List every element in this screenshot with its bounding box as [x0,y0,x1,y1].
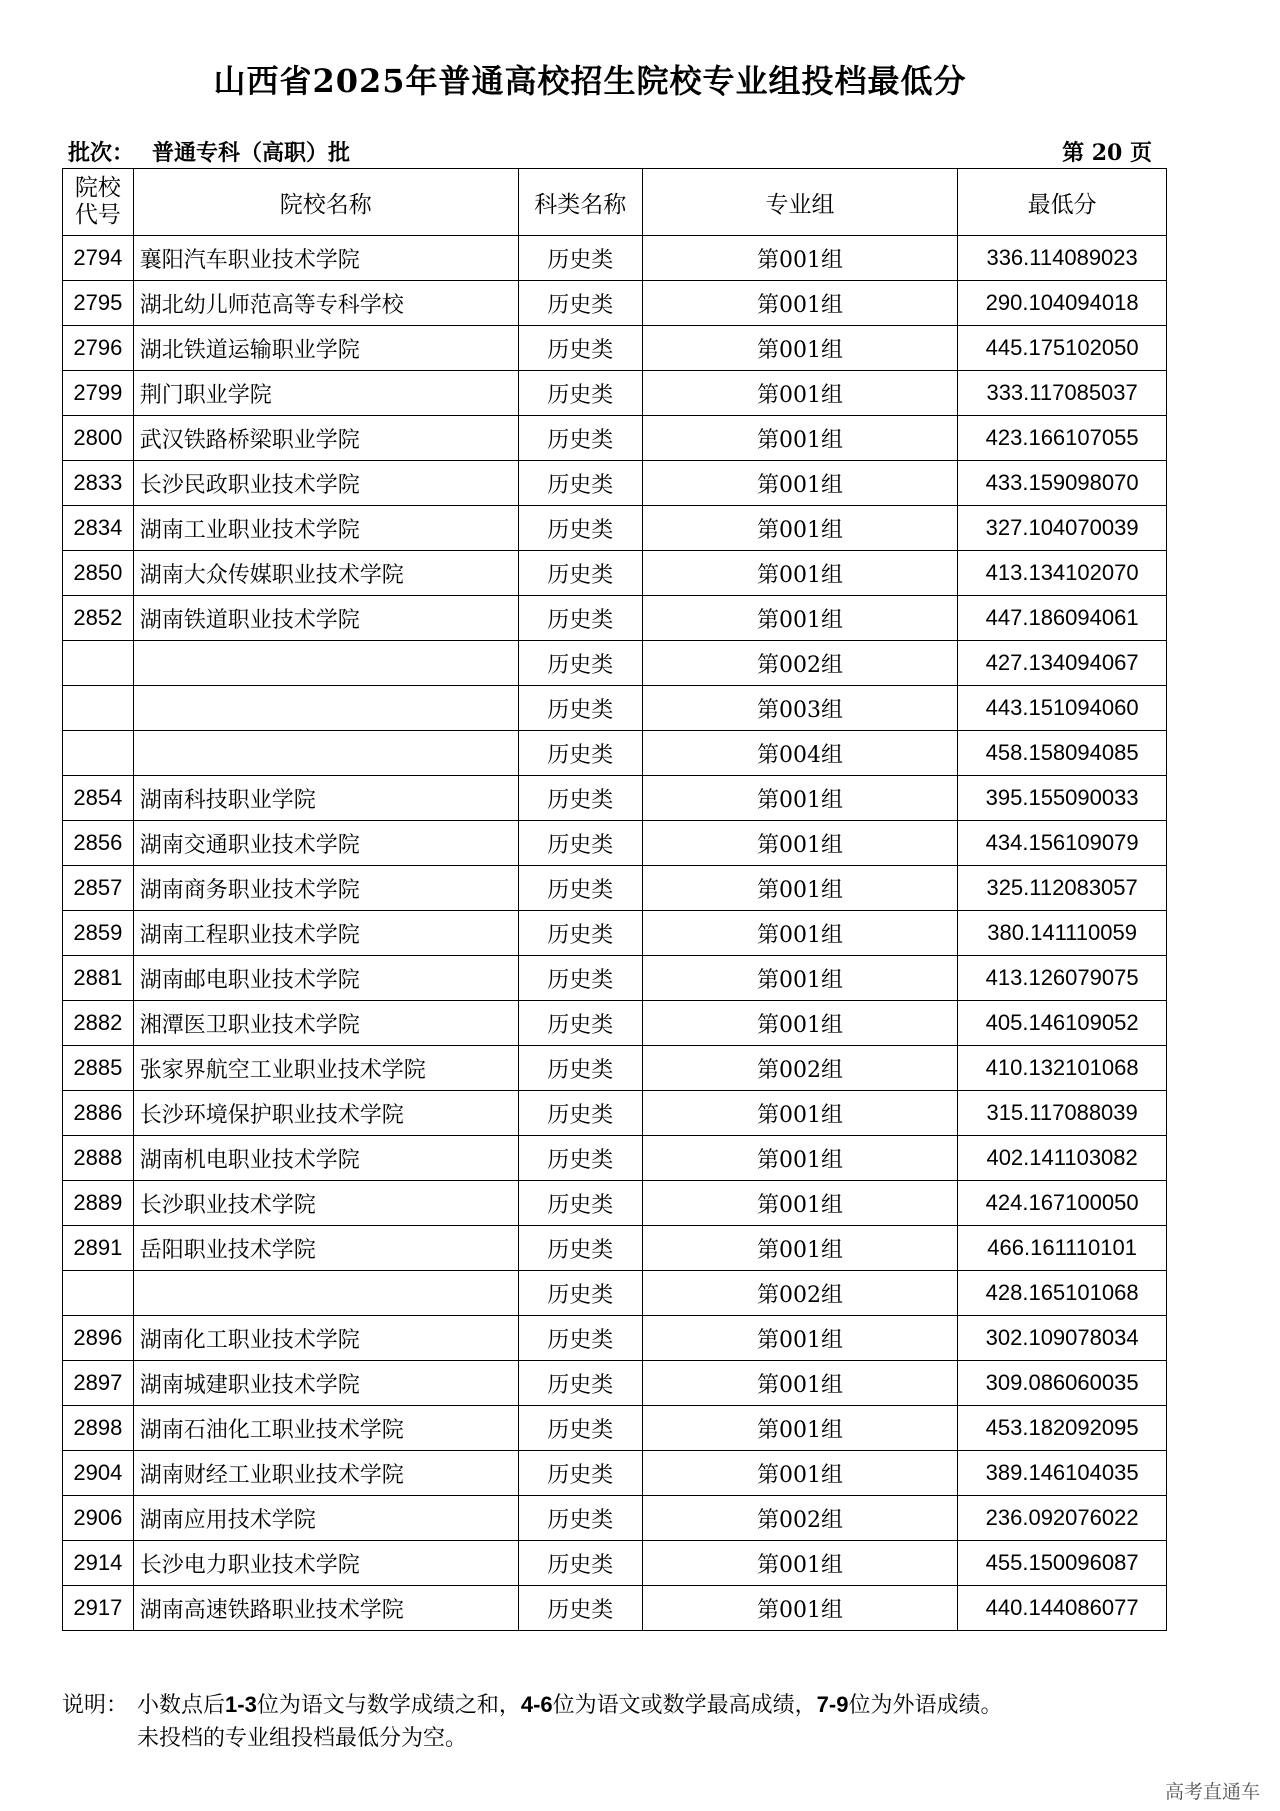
cell-school-name: 湖南邮电职业技术学院 [133,956,518,1001]
cell-min-score: 410.132101068 [958,1046,1167,1091]
cell-min-score: 333.117085037 [958,371,1167,416]
page-number: 第 20 页 [1062,140,1152,166]
table-row [63,686,1167,731]
cell-group: 第002组 [642,1046,957,1091]
cell-group: 第002组 [642,641,957,686]
cell-min-score: 433.159098070 [958,461,1167,506]
table-row [63,776,1167,821]
table-row [63,596,1167,641]
table-row [63,1316,1167,1361]
cell-group: 第001组 [642,1361,957,1406]
cell-code: 2888 [63,1136,134,1181]
cell-school-name: 张家界航空工业职业技术学院 [133,1046,518,1091]
header-category: 科类名称 [518,169,642,236]
cell-group: 第001组 [642,911,957,956]
score-table [62,168,1167,1631]
cell-category: 历史类 [518,1226,642,1271]
footnote-text: 位为语文或数学最高成绩， [552,1693,817,1718]
cell-school-name: 湖南化工职业技术学院 [133,1316,518,1361]
cell-code: 2859 [63,911,134,956]
footnote-digits: 7-9 [816,1692,849,1717]
cell-code: 2881 [63,956,134,1001]
cell-group: 第001组 [642,1541,957,1586]
cell-category: 历史类 [518,1046,642,1091]
table-row [63,506,1167,551]
cell-school-name: 湖南科技职业学院 [133,776,518,821]
table-header-row [63,169,1167,236]
cell-code: 2896 [63,1316,134,1361]
cell-min-score: 336.114089023 [958,236,1167,281]
table-row [63,641,1167,686]
cell-group: 第001组 [642,776,957,821]
table-row [63,1451,1167,1496]
cell-group: 第001组 [642,326,957,371]
cell-school-name: 湘潭医卫职业技术学院 [133,1001,518,1046]
table-row [63,371,1167,416]
cell-code: 2889 [63,1181,134,1226]
cell-group: 第002组 [642,1271,957,1316]
cell-category: 历史类 [518,911,642,956]
footnote-line2: 未投档的专业组投档最低分为空。 [137,1726,468,1751]
cell-school-name [133,686,518,731]
cell-min-score: 302.109078034 [958,1316,1167,1361]
cell-code: 2800 [63,416,134,461]
header-score: 最低分 [958,169,1167,236]
cell-code: 2906 [63,1496,134,1541]
cell-min-score: 445.175102050 [958,326,1167,371]
header-code-line1: 院校 [74,175,121,201]
cell-category: 历史类 [518,1136,642,1181]
cell-school-name: 湖南工业职业技术学院 [133,506,518,551]
cell-category: 历史类 [518,686,642,731]
cell-school-name: 湖南铁道职业技术学院 [133,596,518,641]
table-row [63,1136,1167,1181]
cell-group: 第001组 [642,551,957,596]
cell-min-score: 434.156109079 [958,821,1167,866]
cell-school-name: 襄阳汽车职业技术学院 [133,236,518,281]
cell-code: 2796 [63,326,134,371]
table-row [63,866,1167,911]
cell-group: 第001组 [642,461,957,506]
cell-category: 历史类 [518,1406,642,1451]
cell-min-score: 405.146109052 [958,1001,1167,1046]
cell-category: 历史类 [518,1451,642,1496]
cell-school-name [133,1271,518,1316]
cell-min-score: 236.092076022 [958,1496,1167,1541]
cell-code: 2795 [63,281,134,326]
header-name: 院校名称 [133,169,518,236]
cell-min-score: 443.151094060 [958,686,1167,731]
cell-school-name: 湖南财经工业职业技术学院 [133,1451,518,1496]
table-row [63,1361,1167,1406]
cell-min-score: 325.112083057 [958,866,1167,911]
cell-min-score: 440.144086077 [958,1586,1167,1631]
cell-group: 第001组 [642,281,957,326]
table-row [63,1406,1167,1451]
cell-category: 历史类 [518,1001,642,1046]
cell-school-name: 湖南交通职业技术学院 [133,821,518,866]
cell-school-name: 湖南城建职业技术学院 [133,1361,518,1406]
cell-group: 第001组 [642,866,957,911]
cell-min-score: 413.134102070 [958,551,1167,596]
table-row [63,1541,1167,1586]
footnote-line1 [62,1688,1182,1722]
cell-category: 历史类 [518,1271,642,1316]
cell-code: 2885 [63,1046,134,1091]
cell-group: 第001组 [642,1406,957,1451]
table-row [63,281,1167,326]
cell-category: 历史类 [518,731,642,776]
table-row [63,731,1167,776]
cell-code: 2850 [63,551,134,596]
footnote-digits: 4-6 [520,1692,553,1717]
cell-school-name: 湖南高速铁路职业技术学院 [133,1586,518,1631]
table-row [63,326,1167,371]
cell-group: 第001组 [642,416,957,461]
cell-min-score: 380.141110059 [958,911,1167,956]
cell-group: 第001组 [642,1136,957,1181]
table-row [63,1271,1167,1316]
cell-category: 历史类 [518,1541,642,1586]
table-row [63,551,1167,596]
cell-group: 第001组 [642,371,957,416]
batch-label: 批次： [68,140,135,166]
cell-group: 第001组 [642,596,957,641]
cell-category: 历史类 [518,1496,642,1541]
cell-min-score: 447.186094061 [958,596,1167,641]
cell-group: 第003组 [642,686,957,731]
cell-code: 2834 [63,506,134,551]
cell-school-name: 湖南工程职业技术学院 [133,911,518,956]
table-row [63,911,1167,956]
cell-min-score: 413.126079075 [958,956,1167,1001]
cell-group: 第001组 [642,1226,957,1271]
cell-group: 第004组 [642,731,957,776]
cell-school-name: 湖南机电职业技术学院 [133,1136,518,1181]
cell-min-score: 424.167100050 [958,1181,1167,1226]
cell-category: 历史类 [518,551,642,596]
cell-category: 历史类 [518,461,642,506]
table-row [63,236,1167,281]
cell-school-name [133,731,518,776]
cell-school-name [133,641,518,686]
cell-school-name: 湖南石油化工职业技术学院 [133,1406,518,1451]
footnote-label: 说明： [62,1693,129,1718]
cell-min-score: 428.165101068 [958,1271,1167,1316]
header-group: 专业组 [642,169,957,236]
cell-code [63,686,134,731]
cell-min-score: 427.134094067 [958,641,1167,686]
cell-category: 历史类 [518,866,642,911]
cell-code: 2891 [63,1226,134,1271]
cell-min-score: 455.150096087 [958,1541,1167,1586]
cell-code: 2898 [63,1406,134,1451]
cell-school-name: 长沙环境保护职业技术学院 [133,1091,518,1136]
footnote-digits: 1-3 [225,1692,257,1717]
cell-category: 历史类 [518,776,642,821]
cell-school-name: 武汉铁路桥梁职业学院 [133,416,518,461]
table-body [63,236,1167,1631]
cell-group: 第001组 [642,1001,957,1046]
table-row [63,1496,1167,1541]
table-row [63,1586,1167,1631]
footnote-text: 位为语文与数学成绩之和， [256,1693,521,1718]
cell-school-name: 长沙职业技术学院 [133,1181,518,1226]
cell-school-name: 荆门职业学院 [133,371,518,416]
table-row [63,1091,1167,1136]
cell-category: 历史类 [518,596,642,641]
cell-category: 历史类 [518,821,642,866]
header-code [63,169,134,236]
cell-group: 第001组 [642,1181,957,1226]
cell-code: 2904 [63,1451,134,1496]
footnote-text: 位为外语成绩。 [848,1693,1003,1718]
cell-school-name: 长沙电力职业技术学院 [133,1541,518,1586]
cell-code: 2856 [63,821,134,866]
cell-min-score: 453.182092095 [958,1406,1167,1451]
cell-min-score: 327.104070039 [958,506,1167,551]
table-row [63,1226,1167,1271]
cell-category: 历史类 [518,326,642,371]
cell-code [63,1271,134,1316]
cell-code: 2833 [63,461,134,506]
watermark: 高考直通车 [1164,1781,1260,1803]
cell-group: 第001组 [642,506,957,551]
cell-school-name: 岳阳职业技术学院 [133,1226,518,1271]
cell-school-name: 湖北铁道运输职业学院 [133,326,518,371]
table-row [63,1001,1167,1046]
cell-category: 历史类 [518,371,642,416]
cell-group: 第001组 [642,1091,957,1136]
cell-code: 2852 [63,596,134,641]
cell-code: 2799 [63,371,134,416]
cell-code: 2857 [63,866,134,911]
cell-school-name: 湖南商务职业技术学院 [133,866,518,911]
cell-code: 2854 [63,776,134,821]
cell-code [63,641,134,686]
cell-category: 历史类 [518,956,642,1001]
cell-category: 历史类 [518,506,642,551]
cell-code: 2897 [63,1361,134,1406]
cell-school-name: 湖北幼儿师范高等专科学校 [133,281,518,326]
cell-code: 2886 [63,1091,134,1136]
cell-code: 2914 [63,1541,134,1586]
cell-category: 历史类 [518,236,642,281]
cell-school-name: 湖南大众传媒职业技术学院 [133,551,518,596]
cell-code: 2882 [63,1001,134,1046]
table-row [63,461,1167,506]
cell-category: 历史类 [518,1091,642,1136]
cell-min-score: 309.086060035 [958,1361,1167,1406]
cell-min-score: 395.155090033 [958,776,1167,821]
table-row [63,416,1167,461]
cell-category: 历史类 [518,641,642,686]
cell-category: 历史类 [518,1361,642,1406]
cell-min-score: 458.158094085 [958,731,1167,776]
page-title: 山西省2025年普通高校招生院校专业组投档最低分 [213,62,967,100]
cell-category: 历史类 [518,1316,642,1361]
cell-group: 第001组 [642,1586,957,1631]
cell-category: 历史类 [518,1586,642,1631]
cell-min-score: 389.146104035 [958,1451,1167,1496]
cell-school-name: 长沙民政职业技术学院 [133,461,518,506]
header-code-line2: 代号 [74,202,121,228]
cell-category: 历史类 [518,416,642,461]
cell-school-name: 湖南应用技术学院 [133,1496,518,1541]
batch-value: 普通专科（高职）批 [152,140,351,166]
table-row [63,1046,1167,1091]
cell-min-score: 290.104094018 [958,281,1167,326]
footnote-text: 小数点后 [137,1693,226,1718]
cell-category: 历史类 [518,1181,642,1226]
cell-group: 第001组 [642,956,957,1001]
cell-group: 第001组 [642,1451,957,1496]
cell-code: 2917 [63,1586,134,1631]
table-row [63,1181,1167,1226]
cell-group: 第001组 [642,1316,957,1361]
cell-code [63,731,134,776]
table-row [63,956,1167,1001]
cell-category: 历史类 [518,281,642,326]
cell-min-score: 315.117088039 [958,1091,1167,1136]
cell-min-score: 402.141103082 [958,1136,1167,1181]
cell-code: 2794 [63,236,134,281]
footnote [62,1688,1182,1755]
cell-min-score: 466.161110101 [958,1226,1167,1271]
cell-group: 第001组 [642,236,957,281]
cell-group: 第001组 [642,821,957,866]
cell-min-score: 423.166107055 [958,416,1167,461]
table-row [63,821,1167,866]
cell-group: 第002组 [642,1496,957,1541]
